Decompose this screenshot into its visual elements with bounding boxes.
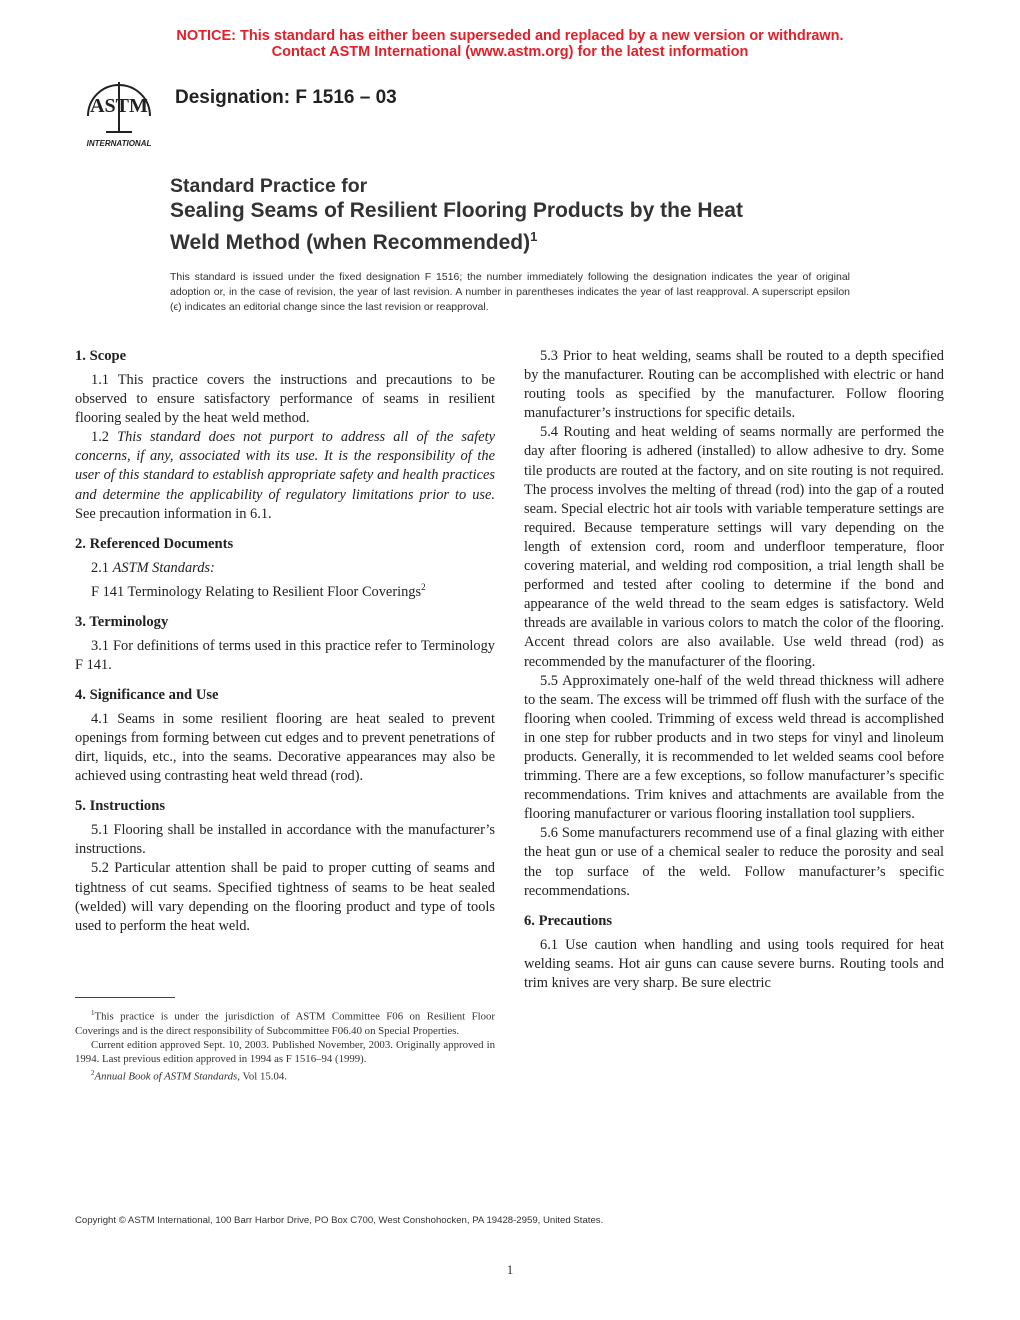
section-heading: 5. Instructions xyxy=(75,798,166,815)
paragraph: 1.2 This standard does not purport to address all of the safety concerns, if any, associated with its use. It is the responsibility of the user of this standard to establish appropriate safety and health practices and determine the applicability of regulatory limitations prior to use. See precaution information in 6.1. xyxy=(75,429,495,522)
title-footnote-mark: 1 xyxy=(530,229,538,244)
paragraph: 4.1 Seams in some resilient flooring are heat sealed to prevent openings from forming between cut edges and to prevent penetrations of dirt, liquids, etc., into the seams. Decorative appearances may also be achieved using contrasting heat weld thread (rod). xyxy=(75,710,495,785)
paragraph: 5.3 Prior to heat welding, seams shall be routed to a depth specified by the manufacturer. Routing can be accomplished with electric or hand routing tools as specified by the manufacturer. Follow flooring manufacturer’s instructions for specific details. xyxy=(524,348,944,422)
designation: Designation: F 1516 – 03 xyxy=(175,87,397,108)
section-heading: 1. Scope xyxy=(75,348,127,364)
supersede-notice xyxy=(0,28,1020,60)
footnote: Current edition approved Sept. 10, 2003. Published November, 2003. Originally approved in 1994. Last previous edition approved in 1994 as F 1516–94 (1999). xyxy=(75,1039,495,1066)
section-terminology xyxy=(75,613,495,675)
title-prefix: Standard Practice for xyxy=(170,175,368,197)
section-significance xyxy=(75,686,495,786)
section-scope xyxy=(75,347,495,524)
footnote: $^2$Annual Book of ASTM Standards, Vol 15.04. xyxy=(91,1069,287,1083)
section-heading: 4. Significance and Use xyxy=(75,686,219,703)
paragraph: 5.4 Routing and heat welding of seams normally are performed the day after flooring is adhered (installed) to allow adhesive to dry. Some tile products are routed at the factory, and on site routing is not required. The process involves the melting of thread (rod) into the gap of a routed seam. Special electric hot air tools with variable temperature settings are required. Because temperature settings will vary depending on the length of extension cord, room and underfloor temperature, floor covering material, and welding rod composition, a trial length shall be performed and tested after cooling to determine if the bond and appearance of the weld thread to the seam edges is satisfactory. Weld threads are available in various colors to match the color of the flooring. Accent thread colors are also available. Use weld thread (rod) as recommended by the manufacturer of the flooring. xyxy=(524,424,944,670)
title-line-1: Sealing Seams of Resilient Flooring Products by the Heat xyxy=(170,199,743,222)
reference-item: F 141 Terminology Relating to Resilient Floor Coverings$^2$ xyxy=(91,581,426,600)
paragraph: 2.1 ASTM Standards: xyxy=(91,559,215,576)
copyright-line: Copyright © ASTM International, 100 Barr Harbor Drive, PO Box C700, West Conshohocken, PA 19428-2959, United States. xyxy=(75,1215,604,1226)
paragraph: 5.6 Some manufacturers recommend use of a final glazing with either the heat gun or use of a chemical sealer to reduce the porosity and seal the top surface of the weld. Follow manufacturer’s specific recommendations. xyxy=(524,825,944,899)
paragraph: 5.1 Flooring shall be installed in accordance with the manufacturer’s instructions. xyxy=(75,822,495,858)
right-column xyxy=(524,347,944,1004)
section-heading: 2. Referenced Documents xyxy=(75,535,234,552)
paragraph: 1.1 This practice covers the instructions and precautions to be observed to ensure satisfactory performance of seams in resilient flooring sealed by the heat weld method. xyxy=(75,372,495,427)
paragraph: 3.1 For definitions of terms used in this practice refer to Terminology F 141. xyxy=(75,637,495,673)
document-title xyxy=(170,174,870,256)
section-precautions xyxy=(524,912,944,993)
section-heading: 6. Precautions xyxy=(524,912,613,929)
logo-subtext: INTERNATIONAL xyxy=(86,139,152,148)
footnote: $^1$This practice is under the jurisdiction of ASTM Committee F06 on Resilient Floor Coverings and is the direct responsibility of Subcommittee F06.40 on Special Properties. xyxy=(75,1009,495,1037)
section-heading: 3. Terminology xyxy=(75,613,169,630)
section-instructions xyxy=(75,797,495,936)
section-instructions-continued xyxy=(524,347,944,901)
footnotes xyxy=(75,1006,495,1084)
astm-logo xyxy=(76,72,162,152)
notice-line-1: NOTICE: This standard has either been superseded and replaced by a new version or withdrawn. xyxy=(176,28,844,44)
left-column xyxy=(75,347,495,947)
paragraph: 6.1 Use caution when handling and using tools required for heat welding seams. Hot air guns can cause severe burns. Routing tools and trim knives are very sharp. Be sure electric xyxy=(524,936,944,991)
notice-line-2: Contact ASTM International (www.astm.org) for the latest information xyxy=(271,44,749,60)
section-referenced-documents xyxy=(75,535,495,602)
designation-explanation: This standard is issued under the fixed designation F 1516; the number immediately following the designation indicates the year of original adoption or, in the case of revision, the year of last revision. A number in parentheses indicates the year of last reapproval. A superscript epsilon (ϵ) indicates an editorial change since the last revision or reapproval. xyxy=(170,271,850,313)
page-number: 1 xyxy=(506,1262,514,1277)
paragraph: 5.2 Particular attention shall be paid to proper cutting of seams and tightness of cut seams. Specified tightness of seams to be heat sealed (welded) will vary depending on the flooring product and type of tools used to perform the heat weld. xyxy=(75,860,495,934)
paragraph: 5.5 Approximately one-half of the weld thread thickness will adhere to the seam. The excess will be trimmed off flush with the surface of the flooring when cooled. Trimming of excess weld thread is accomplished in one step for rubber products and in two steps for vinyl and linoleum products. Generally, it is recommended to let welded seams cool before trimming. There are a few exceptions, so follow manufacturer’s specific recommendations. Trim knives and attachments are available from the flooring manufacturer or various flooring installation tool suppliers. xyxy=(524,672,944,823)
logo-text: ASTM xyxy=(90,95,148,117)
title-line-2: Weld Method (when Recommended) xyxy=(170,231,531,254)
footnote-divider xyxy=(75,997,175,998)
